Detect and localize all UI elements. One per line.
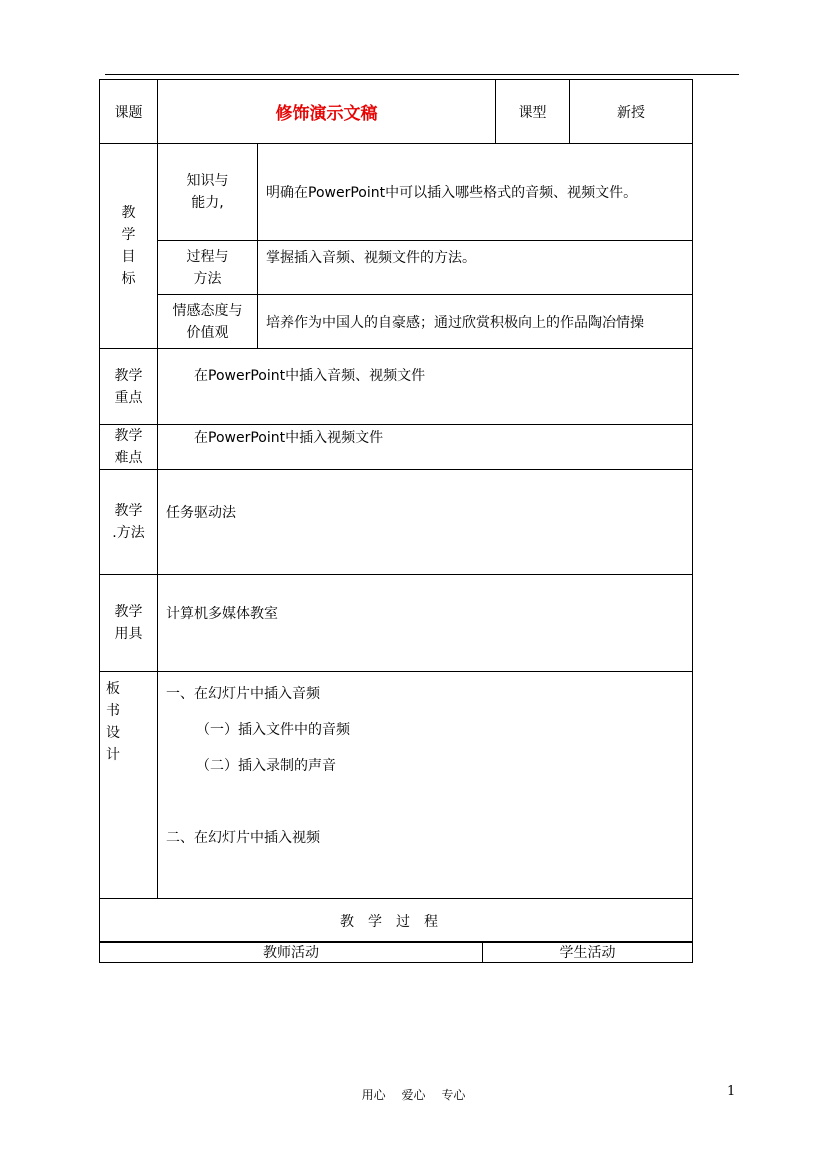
title-row [100,80,693,144]
objective-label-line: 情感态度与 [172,302,243,319]
objective-label [158,144,258,241]
objective-row-attitude [100,295,693,349]
objective-label [158,241,258,295]
activity-table [99,941,693,963]
board-row [100,672,693,899]
label-line: 教学 [114,604,143,620]
method-row [100,470,693,575]
label-line: 重点 [114,389,143,406]
objective-label [158,295,258,349]
key-points-label [100,349,158,425]
type-label: 课型 [496,80,570,144]
footer-item: 专心 [441,1088,466,1102]
method-content: 任务驱动法 [158,470,693,575]
method-label [100,470,158,575]
label-line: 难点 [114,450,143,466]
board-content [158,672,693,899]
objectives-label-char: 标 [121,271,136,287]
board-line: （二）插入录制的声音 [196,758,336,774]
tools-label [100,575,158,672]
difficulty-content: 在PowerPoint中插入视频文件 [158,425,693,470]
objectives-label [100,144,158,349]
label-line: 用具 [114,626,143,642]
student-activity-header: 学生活动 [483,942,693,963]
key-points-row [100,349,693,425]
page-footer [0,1086,827,1103]
footer-item: 用心 [361,1088,386,1102]
board-label [100,672,158,899]
difficulty-row [100,425,693,470]
type-value: 新授 [570,80,693,144]
tools-row [100,575,693,672]
objective-label-line: 过程与 [186,248,229,265]
teacher-activity-header: 教师活动 [100,942,483,963]
page-number: 1 [727,1084,736,1099]
objective-label-line: 知识与 [186,173,229,189]
objectives-label-char: 学 [121,227,136,243]
board-line: （一）插入文件中的音频 [196,722,350,738]
label-line: .方法 [112,525,145,541]
objective-row-process [100,241,693,295]
objective-label-line: 方法 [193,270,222,287]
difficulty-label [100,425,158,470]
footer-item: 爱心 [401,1088,426,1102]
title-label: 课题 [100,80,158,144]
process-title-row [100,899,693,943]
board-label-char: 书 [106,703,120,719]
lesson-plan-table [99,79,693,943]
objective-label-line: 价值观 [186,324,229,341]
objectives-label-char: 教 [121,205,136,221]
activity-header-row [100,942,693,963]
label-line: 教学 [114,503,143,519]
board-label-char: 板 [106,681,120,697]
key-points-content: 在PowerPoint中插入音频、视频文件 [158,349,693,425]
board-label-char: 计 [106,747,120,763]
label-line: 教学 [114,428,143,444]
board-gap [166,792,692,828]
objectives-label-char: 目 [121,249,136,265]
objective-content: 明确在PowerPoint中可以插入哪些格式的音频、视频文件。 [258,144,693,241]
board-line: 一、在幻灯片中插入音频 [166,686,320,702]
process-title: 教学过程 [100,899,693,943]
objective-row-knowledge [100,144,693,241]
objective-content: 培养作为中国人的自豪感；通过欣赏积极向上的作品陶冶情操 [258,295,693,349]
objective-content: 掌握插入音频、视频文件的方法。 [258,241,693,295]
header-rule [105,74,739,75]
board-label-char: 设 [106,725,120,741]
label-line: 教学 [114,367,143,384]
tools-content: 计算机多媒体教室 [158,575,693,672]
board-line: 二、在幻灯片中插入视频 [166,830,320,846]
objective-label-line: 能力, [191,195,224,211]
lesson-title: 修饰演示文稿 [158,80,496,144]
